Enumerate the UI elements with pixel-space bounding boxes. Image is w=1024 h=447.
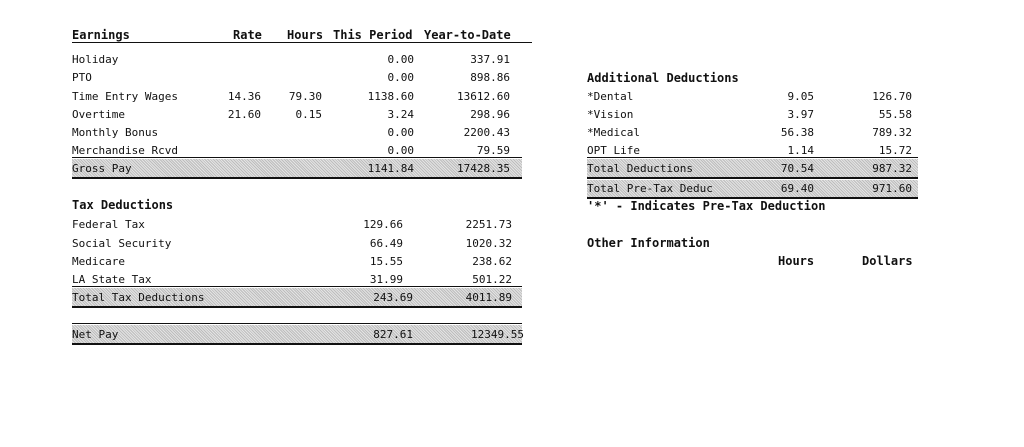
total-deductions-period: 70.54 [780, 162, 814, 175]
tax-total-top-rule [72, 286, 522, 287]
total-tax-ytd: 4011.89 [465, 291, 512, 304]
additional-row-label: *Medical [587, 126, 640, 139]
net-pay-band [72, 325, 522, 343]
earnings-row-hours: 0.15 [295, 108, 322, 121]
earnings-row-label: Holiday [72, 53, 119, 66]
total-deductions-label: Total Deductions [587, 162, 693, 175]
net-pay-period: 827.61 [373, 328, 413, 341]
additional-row-ytd: 126.70 [872, 90, 912, 103]
earnings-row-ytd: 79.59 [476, 144, 510, 157]
earnings-row-ytd: 337.91 [470, 53, 510, 66]
tax-row-period: 129.66 [363, 218, 403, 231]
tax-row-period: 66.49 [369, 237, 403, 250]
total-tax-label: Total Tax Deductions [72, 291, 205, 304]
earnings-row-ytd: 898.86 [470, 71, 510, 84]
gross-bottom-rule [72, 177, 522, 179]
gross-pay-period: 1141.84 [367, 162, 414, 175]
header-underline [72, 42, 532, 43]
tax-row-period: 31.99 [369, 273, 403, 286]
total-deductions-ytd: 987.32 [872, 162, 912, 175]
additional-row-label: *Dental [587, 90, 634, 103]
total-deductions-bottom-rule [587, 177, 918, 179]
additional-row-ytd: 15.72 [878, 144, 912, 157]
gross-pay-label: Gross Pay [72, 162, 132, 175]
earnings-header: Earnings [72, 28, 130, 42]
earnings-row-label: Merchandise Rcvd [72, 144, 178, 157]
tax-row-label: LA State Tax [72, 273, 152, 286]
earnings-row-label: PTO [72, 71, 92, 84]
tax-row-label: Medicare [72, 255, 125, 268]
total-pretax-ytd: 971.60 [872, 182, 912, 195]
earnings-row-period: 1138.60 [367, 90, 414, 103]
additional-row-label: OPT Life [587, 144, 640, 157]
earnings-row-period: 3.24 [387, 108, 414, 121]
total-pretax-period: 69.40 [780, 182, 814, 195]
net-bottom-rule [72, 343, 522, 345]
earnings-row-ytd: 13612.60 [457, 90, 510, 103]
earnings-row-hours: 79.30 [288, 90, 322, 103]
net-pay-ytd: 12349.55 [471, 328, 524, 341]
other-hours-header: Hours [778, 254, 815, 268]
additional-row-period: 3.97 [787, 108, 814, 121]
earnings-row-rate: 14.36 [227, 90, 261, 103]
tax-row-label: Social Security [72, 237, 172, 250]
additional-row-label: *Vision [587, 108, 634, 121]
rate-header: Rate [233, 28, 262, 42]
tax-row-ytd: 501.22 [472, 273, 512, 286]
earnings-row-period: 0.00 [387, 71, 414, 84]
hours-header: Hours [287, 28, 324, 42]
this-period-header: This Period [333, 28, 413, 42]
gross-pay-band [72, 159, 522, 177]
earnings-row-label: Time Entry Wages [72, 90, 178, 103]
tax-row-period: 15.55 [369, 255, 403, 268]
additional-row-ytd: 789.32 [872, 126, 912, 139]
earnings-row-label: Overtime [72, 108, 125, 121]
additional-row-period: 1.14 [787, 144, 814, 157]
additional-deductions-title: Additional Deductions [587, 71, 739, 85]
other-dollars-header: Dollars [862, 254, 913, 268]
net-top-rule [72, 323, 522, 324]
total-tax-period: 243.69 [373, 291, 413, 304]
earnings-row-period: 0.00 [387, 53, 414, 66]
gross-top-rule [72, 157, 522, 158]
tax-deductions-title: Tax Deductions [72, 198, 174, 212]
tax-row-label: Federal Tax [72, 218, 145, 231]
additional-row-ytd: 55.58 [878, 108, 912, 121]
earnings-row-ytd: 2200.43 [463, 126, 510, 139]
pretax-note: '*' - Indicates Pre-Tax Deduction [587, 199, 826, 213]
tax-row-ytd: 1020.32 [465, 237, 512, 250]
gross-pay-ytd: 17428.35 [457, 162, 510, 175]
net-pay-label: Net Pay [72, 328, 119, 341]
additional-row-period: 56.38 [780, 126, 814, 139]
tax-total-bottom-rule [72, 306, 522, 308]
tax-row-ytd: 238.62 [472, 255, 512, 268]
other-information-title: Other Information [587, 236, 710, 250]
tax-row-ytd: 2251.73 [465, 218, 512, 231]
total-deductions-top-rule [587, 157, 918, 158]
total-pretax-label: Total Pre-Tax Deduc [587, 182, 713, 195]
earnings-row-period: 0.00 [387, 144, 414, 157]
earnings-row-period: 0.00 [387, 126, 414, 139]
earnings-row-ytd: 298.96 [470, 108, 510, 121]
earnings-row-rate: 21.60 [227, 108, 261, 121]
ytd-header: Year-to-Date [424, 28, 511, 42]
earnings-row-label: Monthly Bonus [72, 126, 159, 139]
additional-row-period: 9.05 [787, 90, 814, 103]
